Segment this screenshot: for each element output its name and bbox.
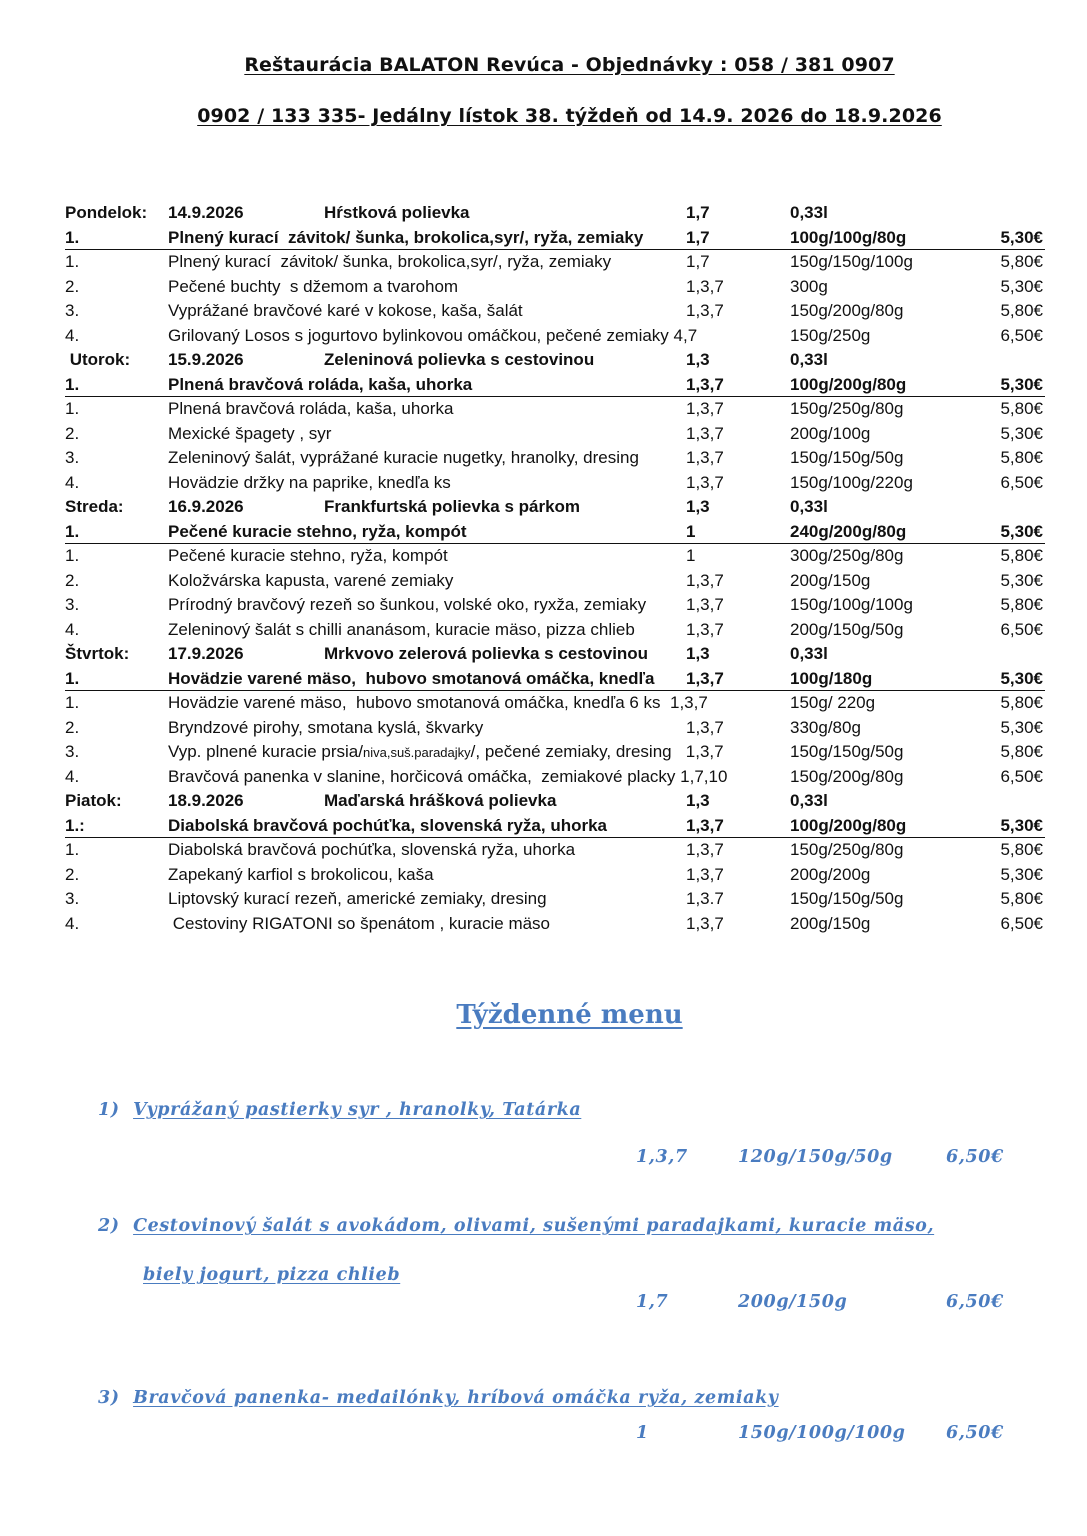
item-number: 3. bbox=[65, 301, 80, 320]
item-weight: 150g/200g/80g bbox=[790, 301, 904, 320]
soup-name: Hŕstková polievka bbox=[324, 203, 470, 222]
soup-volume: 0,33l bbox=[790, 791, 828, 810]
item-number: 2. bbox=[65, 276, 80, 296]
item-number: 4. bbox=[65, 472, 80, 492]
day-header-row bbox=[65, 348, 1045, 373]
menu-special-row bbox=[65, 226, 1045, 251]
item-number: 1. bbox=[65, 252, 80, 271]
item-name: Vyprážané bravčové karé v kokose, kaša, šalát bbox=[168, 301, 523, 320]
item-weight: 150g/150g/50g bbox=[790, 742, 904, 761]
weekly-item-1 bbox=[98, 1100, 581, 1120]
item-name: Pečené kuracie stehno, ryža, kompót bbox=[168, 546, 448, 565]
item-number: 3. bbox=[65, 742, 80, 761]
item-price: 6,50€ bbox=[1000, 766, 1043, 786]
item-weight: 150g/150g/50g bbox=[790, 448, 904, 467]
item-name: Liptovský kurací rezeň, americké zemiaky, dresing bbox=[168, 889, 547, 908]
item-name: Grilovaný Losos s jogurtovo bylinkovou omáčkou, pečené zemiaky 4,7 bbox=[168, 325, 698, 345]
weekly-item-allergens: 1 bbox=[636, 1423, 649, 1443]
weekly-item-weight: 120g/150g/50g bbox=[738, 1147, 893, 1167]
item-weight: 330g/80g bbox=[790, 717, 861, 737]
item-name: Diabolská bravčová pochúťka, slovenská ryža, uhorka bbox=[168, 815, 607, 835]
item-allergens: 1,3,7 bbox=[686, 913, 724, 933]
soup-allergens: 1,7 bbox=[686, 203, 710, 222]
menu-item-row bbox=[65, 887, 1045, 912]
item-allergens: 1,3,7 bbox=[686, 448, 724, 467]
day-date: 14.9.2026 bbox=[168, 203, 244, 222]
menu-item-row bbox=[65, 422, 1045, 447]
item-price: 5,30€ bbox=[1000, 570, 1043, 590]
menu-item-row bbox=[65, 863, 1045, 888]
item-number: 1. bbox=[65, 840, 80, 859]
item-weight: 100g/200g/80g bbox=[790, 374, 907, 394]
soup-allergens: 1,3 bbox=[686, 350, 710, 369]
weekly-menu-title: Týždenné menu bbox=[456, 1000, 683, 1030]
day-header-row bbox=[65, 201, 1045, 226]
menu-special-row bbox=[65, 814, 1045, 839]
item-price: 5,30€ bbox=[1000, 521, 1043, 541]
item-weight: 100g/180g bbox=[790, 668, 873, 688]
weekly-item-name: Bravčová panenka- medailónky, hríbová omáčka ryža, zemiaky bbox=[133, 1388, 779, 1408]
item-name: Koložvárska kapusta, varené zemiaky bbox=[168, 570, 454, 590]
soup-name: Maďarská hrášková polievka bbox=[324, 791, 557, 810]
weekly-item-allergens: 1,7 bbox=[636, 1292, 669, 1312]
item-name-part: Vyp. plnené kuracie prsia/ bbox=[168, 742, 363, 761]
weekly-item-name: Vyprážaný pastierky syr , hranolky, Tatárka bbox=[133, 1100, 582, 1120]
item-allergens: 1,3,7 bbox=[686, 595, 724, 614]
item-price: 5,80€ bbox=[1000, 546, 1043, 565]
item-name: Pečené kuracie stehno, ryža, kompót bbox=[168, 521, 467, 541]
item-number: 1. bbox=[65, 693, 80, 712]
item-price: 5,30€ bbox=[1000, 864, 1043, 884]
menu-item-row bbox=[65, 618, 1045, 643]
day-date: 15.9.2026 bbox=[168, 350, 244, 369]
item-price: 6,50€ bbox=[1000, 325, 1043, 345]
item-allergens: 1,7 bbox=[686, 252, 710, 271]
item-allergens: 1,3,7 bbox=[686, 717, 724, 737]
item-weight: 200g/100g bbox=[790, 423, 871, 443]
item-weight: 150g/100g/220g bbox=[790, 472, 913, 492]
soup-allergens: 1,3 bbox=[686, 791, 710, 810]
item-name: Plnený kurací závitok/ šunka, brokolica,syr/, ryža, zemiaky bbox=[168, 227, 644, 247]
item-price: 5,30€ bbox=[1000, 717, 1043, 737]
item-number: 4. bbox=[65, 619, 80, 639]
item-price: 5,30€ bbox=[1000, 423, 1043, 443]
item-name: Mexické špagety , syr bbox=[168, 423, 332, 443]
item-name: Prírodný bravčový rezeň so šunkou, volské oko, ryxža, zemiaky bbox=[168, 595, 647, 614]
item-weight: 200g/150g bbox=[790, 570, 871, 590]
item-allergens: 1,3.7 bbox=[686, 889, 724, 908]
item-weight: 100g/100g/80g bbox=[790, 227, 907, 247]
item-weight: 300g/250g/80g bbox=[790, 546, 904, 565]
item-allergens: 1,3,7 bbox=[686, 399, 724, 418]
item-number: 2. bbox=[65, 423, 80, 443]
day-name: Pondelok: bbox=[65, 203, 148, 222]
soup-volume: 0,33l bbox=[790, 644, 828, 663]
item-number: 2. bbox=[65, 717, 80, 737]
item-price: 5,80€ bbox=[1000, 889, 1043, 908]
item-name: Plnená bravčová roláda, kaša, uhorka bbox=[168, 399, 454, 418]
item-weight: 100g/200g/80g bbox=[790, 815, 907, 835]
menu-item-row bbox=[65, 446, 1045, 471]
item-price: 6,50€ bbox=[1000, 472, 1043, 492]
weekly-item-allergens: 1,3,7 bbox=[636, 1147, 688, 1167]
day-header-row bbox=[65, 495, 1045, 520]
item-number: 3. bbox=[65, 595, 80, 614]
soup-name: Zeleninová polievka s cestovinou bbox=[324, 350, 595, 369]
menu-item-row bbox=[65, 397, 1045, 422]
item-price: 5,30€ bbox=[1000, 815, 1043, 835]
day-name: Piatok: bbox=[65, 791, 122, 810]
soup-volume: 0,33l bbox=[790, 350, 828, 369]
item-price: 5,80€ bbox=[1000, 693, 1043, 712]
item-name: Plnený kurací závitok/ šunka, brokolica,syr/, ryža, zemiaky bbox=[168, 252, 612, 271]
menu-special-row bbox=[65, 667, 1045, 692]
item-allergens: 1,3,7 bbox=[686, 570, 724, 590]
item-price: 5,30€ bbox=[1000, 374, 1043, 394]
item-weight: 200g/150g bbox=[790, 913, 871, 933]
day-name: Štvrtok: bbox=[65, 644, 130, 663]
item-price: 5,80€ bbox=[1000, 840, 1043, 859]
item-weight: 300g bbox=[790, 276, 828, 296]
weekly-item-number: 2) bbox=[98, 1216, 120, 1236]
item-price: 5,80€ bbox=[1000, 252, 1043, 271]
item-weight: 150g/200g/80g bbox=[790, 766, 904, 786]
weekly-item-number: 3) bbox=[98, 1388, 120, 1408]
item-price: 6,50€ bbox=[1000, 913, 1043, 933]
item-number: 1.: bbox=[65, 815, 85, 835]
item-allergens: 1,3,7 bbox=[686, 472, 724, 492]
menu-item-row bbox=[65, 912, 1045, 937]
day-date: 18.9.2026 bbox=[168, 791, 244, 810]
daily-menu-table bbox=[65, 201, 1045, 936]
day-date: 16.9.2026 bbox=[168, 497, 244, 516]
item-weight: 150g/100g/100g bbox=[790, 595, 913, 614]
item-name: Pečené buchty s džemom a tvarohom bbox=[168, 276, 459, 296]
item-allergens: 1,3,7 bbox=[686, 374, 724, 394]
item-weight: 200g/150g/50g bbox=[790, 619, 904, 639]
item-allergens: 1,3,7 bbox=[686, 864, 724, 884]
item-number: 3. bbox=[65, 889, 80, 908]
item-weight: 150g/150g/50g bbox=[790, 889, 904, 908]
weekly-item-name-continued bbox=[143, 1265, 400, 1285]
item-number: 3. bbox=[65, 448, 80, 467]
item-weight: 200g/200g bbox=[790, 864, 871, 884]
item-allergens: 1,3,7 bbox=[686, 301, 724, 320]
item-number: 2. bbox=[65, 570, 80, 590]
item-name: Bravčová panenka v slanine, horčicová omáčka, zemiakové placky 1,7,10 bbox=[168, 766, 728, 786]
item-name: Plnená bravčová roláda, kaša, uhorka bbox=[168, 374, 473, 394]
menu-item-row bbox=[65, 838, 1045, 863]
item-price: 5,30€ bbox=[1000, 668, 1043, 688]
item-price: 5,80€ bbox=[1000, 742, 1043, 761]
menu-item-row bbox=[65, 250, 1045, 275]
soup-allergens: 1,3 bbox=[686, 497, 710, 516]
item-name: Bryndzové pirohy, smotana kyslá, škvarky bbox=[168, 717, 484, 737]
weekly-item-price: 6,50€ bbox=[946, 1147, 1004, 1167]
item-weight: 150g/150g/100g bbox=[790, 252, 913, 271]
item-name: Cestoviny RIGATONI so špenátom , kuracie mäso bbox=[168, 913, 551, 933]
item-allergens: 1,7 bbox=[686, 227, 710, 247]
soup-volume: 0,33l bbox=[790, 497, 828, 516]
item-number: 4. bbox=[65, 325, 80, 345]
day-header-row bbox=[65, 642, 1045, 667]
item-number: 1. bbox=[65, 521, 80, 541]
menu-special-row bbox=[65, 373, 1045, 398]
menu-item-row bbox=[65, 275, 1045, 300]
item-allergens: 1,3,7 bbox=[686, 840, 724, 859]
item-name-small: niva,suš.paradajky bbox=[362, 745, 471, 760]
item-name: Zapekaný karfiol s brokolicou, kaša bbox=[168, 864, 434, 884]
item-name: Hovädzie varené mäso, hubovo smotanová omáčka, knedľa 6 ks 1,3,7 bbox=[168, 693, 708, 712]
day-name: Streda: bbox=[65, 497, 124, 516]
item-allergens: 1,3,7 bbox=[686, 619, 724, 639]
soup-volume: 0,33l bbox=[790, 203, 828, 222]
item-name: Hovädzie držky na paprike, knedľa ks bbox=[168, 472, 451, 492]
item-number: 1. bbox=[65, 668, 80, 688]
weekly-item-weight: 200g/150g bbox=[738, 1292, 848, 1312]
menu-week-header: 0902 / 133 335- Jedálny lístok 38. týždeň od 14.9. 2026 do 18.9.2026 bbox=[197, 105, 942, 127]
menu-item-row bbox=[65, 544, 1045, 569]
menu-item-row bbox=[65, 740, 1045, 765]
menu-item-row bbox=[65, 324, 1045, 349]
item-allergens: 1 bbox=[686, 521, 696, 541]
weekly-item-name: Cestovinový šalát s avokádom, olivami, sušenými paradajkami, kuracie mäso, bbox=[133, 1216, 935, 1236]
item-allergens: 1,3,7 bbox=[686, 668, 724, 688]
item-allergens: 1,3,7 bbox=[686, 276, 724, 296]
restaurant-header: Reštaurácia BALATON Revúca - Objednávky : 058 / 381 0907 bbox=[244, 54, 895, 76]
item-number: 1. bbox=[65, 227, 80, 247]
soup-name: Frankfurtská polievka s párkom bbox=[324, 497, 581, 516]
item-weight: 150g/250g bbox=[790, 325, 871, 345]
menu-item-row bbox=[65, 569, 1045, 594]
menu-item-row bbox=[65, 716, 1045, 741]
item-price: 5,80€ bbox=[1000, 595, 1043, 614]
item-name-part: /, pečené zemiaky, dresing 1,3,7 bbox=[470, 742, 724, 761]
day-date: 17.9.2026 bbox=[168, 644, 244, 663]
item-name bbox=[168, 740, 724, 765]
item-price: 5,80€ bbox=[1000, 448, 1043, 467]
item-price: 5,80€ bbox=[1000, 399, 1043, 418]
item-price: 6,50€ bbox=[1000, 619, 1043, 639]
item-number: 4. bbox=[65, 913, 80, 933]
item-allergens: 1,3,7 bbox=[686, 815, 724, 835]
menu-item-row bbox=[65, 691, 1045, 716]
menu-item-row bbox=[65, 765, 1045, 790]
item-weight: 240g/200g/80g bbox=[790, 521, 907, 541]
item-number: 4. bbox=[65, 766, 80, 786]
item-number: 1. bbox=[65, 399, 80, 418]
item-weight: 150g/250g/80g bbox=[790, 840, 904, 859]
weekly-item-price: 6,50€ bbox=[946, 1423, 1004, 1443]
day-header-row bbox=[65, 789, 1045, 814]
item-name: Zeleninový šalát, vyprážané kuracie nugetky, hranolky, dresing bbox=[168, 448, 639, 467]
item-price: 5,80€ bbox=[1000, 301, 1043, 320]
item-name: Zeleninový šalát s chilli ananásom, kuracie mäso, pizza chlieb bbox=[168, 619, 635, 639]
weekly-item-name-line2: biely jogurt, pizza chlieb bbox=[143, 1265, 401, 1285]
item-name: Hovädzie varené mäso, hubovo smotanová omáčka, knedľa bbox=[168, 668, 655, 688]
weekly-item-2 bbox=[98, 1216, 934, 1236]
item-price: 5,30€ bbox=[1000, 227, 1043, 247]
item-number: 1. bbox=[65, 374, 80, 394]
menu-item-row bbox=[65, 593, 1045, 618]
menu-item-row bbox=[65, 299, 1045, 324]
weekly-item-3 bbox=[98, 1388, 779, 1408]
item-weight: 150g/250g/80g bbox=[790, 399, 904, 418]
item-allergens: 1 bbox=[686, 546, 696, 565]
menu-item-row bbox=[65, 471, 1045, 496]
weekly-item-price: 6,50€ bbox=[946, 1292, 1004, 1312]
item-name: Diabolská bravčová pochúťka, slovenská ryža, uhorka bbox=[168, 840, 576, 859]
item-price: 5,30€ bbox=[1000, 276, 1043, 296]
item-number: 1. bbox=[65, 546, 80, 565]
soup-allergens: 1,3 bbox=[686, 644, 710, 663]
weekly-item-number: 1) bbox=[98, 1100, 120, 1120]
item-weight: 150g/ 220g bbox=[790, 693, 876, 712]
menu-special-row bbox=[65, 520, 1045, 545]
item-allergens: 1,3,7 bbox=[686, 423, 724, 443]
soup-name: Mrkvovo zelerová polievka s cestovinou bbox=[324, 644, 649, 663]
weekly-item-weight: 150g/100g/100g bbox=[738, 1423, 906, 1443]
item-number: 2. bbox=[65, 864, 80, 884]
day-name: Utorok: bbox=[65, 350, 131, 369]
